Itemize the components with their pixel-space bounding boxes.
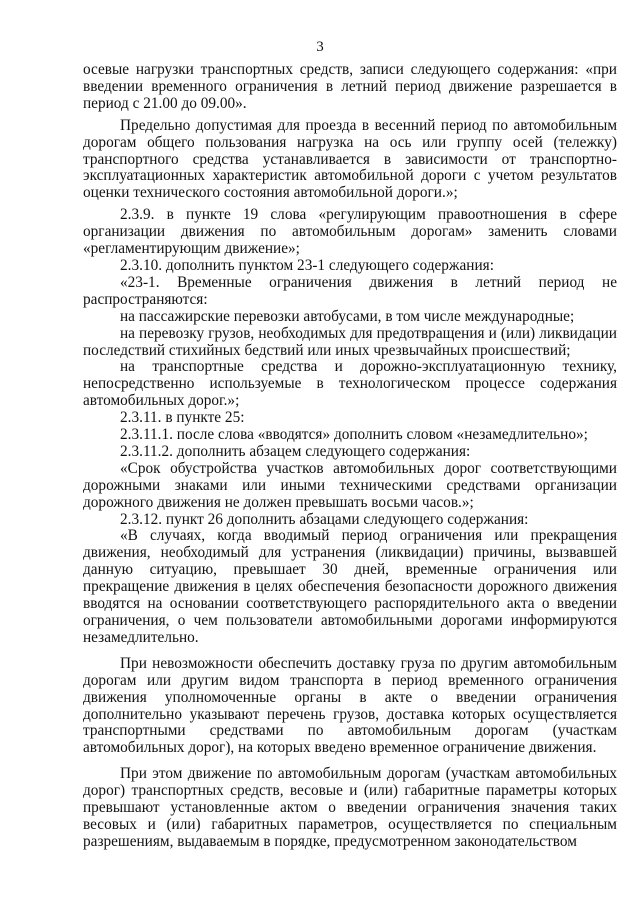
page-number: 3 [316, 39, 324, 55]
paragraph-2-3-9: 2.3.9. в пункте 19 слова «регулирующим правоотношения в сфере организации движения по автомобильным дорогам» заменить словами «регламентирующим движение»; [83, 206, 617, 258]
paragraph-signage-deadline: «Срок обустройства участков автомобильных дорог соответствующими дорожными знаками или иными техническими средствами организации дорожного движения не должен превышать восьми часов.»; [83, 459, 617, 511]
paragraph-special-permits: При этом движение по автомобильным дорогам (участкам автомобильных дорог) транспортных средств, весовые и (или) габаритные параметры которых превышают установленные актом о введении ограничения значения таких весовых и (или) габаритных параметров, осуществляется по специальным разрешениям, выдаваемым в порядке, предусмотренном законодательством [83, 765, 617, 850]
paragraph-23-1: «23-1. Временные ограничения движения в летний период не распространяются: [83, 273, 617, 308]
paragraph-2-3-11-2: 2.3.11.2. дополнить абзацем следующего содержания: [120, 442, 471, 460]
paragraph-2-3-11-1: 2.3.11.1. после слова «вводятся» дополнить словом «незамедлительно»; [120, 426, 588, 444]
paragraph-2-3-12: 2.3.12. пункт 26 дополнить абзацами следующего содержания: [120, 510, 529, 528]
paragraph-2-3-11: 2.3.11. в пункте 25: [120, 409, 245, 427]
paragraph-spring-load: Предельно допустимая для проезда в весенний период по автомобильным дорогам общего пользования нагрузка на ось или группу осей (тележку) транспортного средства устанавливается в зависимости от транспортно-эксплуатационных характеристик автомобильной дороги с учетом результатов оценки технического состояния автомобильной дороги.»; [83, 116, 617, 202]
paragraph-road-maintenance: на транспортные средства и дорожно-эксплуатационную технику, непосредственно используемые в технологическом процессе содержания автомобильных дорог.»; [83, 358, 617, 410]
paragraph-continuation: осевые нагрузки транспортных средств, записи следующего содержания: «при введении временного ограничения в летний период движение разрешается в период с 21.00 до 09.00». [83, 61, 617, 112]
paragraph-2-3-10: 2.3.10. дополнить пунктом 23-1 следующего содержания: [120, 256, 494, 274]
paragraph-30-days: «В случаях, когда вводимый период ограничения или прекращения движения, необходимый для устранения (ликвидации) причины, вызвавшей данную ситуацию, превышает 30 дней, временные ограничения или прекращение движения в целях обеспечения безопасности дорожного движения вводятся на основании соответствующего распорядительного акта о введении ограничения, о чем пользователи автомобильными дорогами информируются незамедлительно. [83, 527, 617, 646]
paragraph-emergency-cargo: на перевозку грузов, необходимых для предотвращения и (или) ликвидации последствий стихийных бедствий или иных чрезвычайных происшествий; [83, 324, 617, 359]
document-body [83, 62, 617, 851]
paragraph-passenger-transport: на пассажирские перевозки автобусами, в том числе международные; [120, 307, 575, 325]
paragraph-cargo-list: При невозможности обеспечить доставку груза по другим автомобильным дорогам или другим видом транспорта в период временного ограничения движения уполномоченные органы в акте о введении ограничения дополнительно указывают перечень грузов, доставка которых осуществляется транспортными средствами по автомобильным дорогам (участкам автомобильных дорог), на которых введено временное ограничение движения. [83, 654, 617, 757]
